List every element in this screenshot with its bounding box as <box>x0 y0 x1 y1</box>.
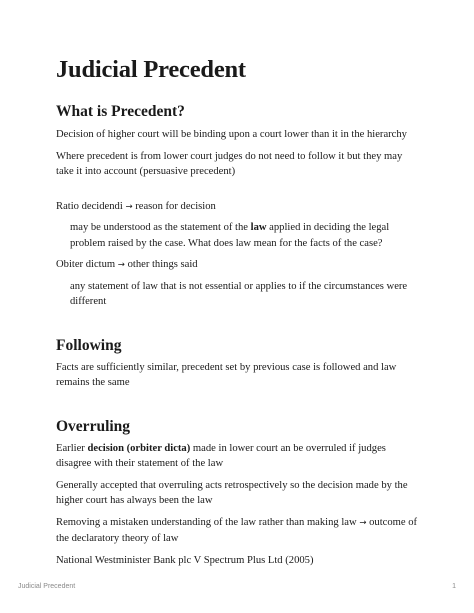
paragraph-obiter-dictum <box>56 257 420 274</box>
footer-page-number: 1 <box>452 583 456 590</box>
arrow-right-icon: → <box>359 517 367 528</box>
paragraph-ratio-definition <box>56 220 420 251</box>
term-obiter-dictum: Obiter dictum <box>56 259 116 270</box>
arrow-right-icon: → <box>125 201 133 212</box>
heading-what-is-precedent: What is Precedent? <box>56 103 185 120</box>
ratio-definition-post: applied in deciding the legal problem raised by the case. What does law mean for the facts of the case? <box>70 222 390 249</box>
ratio-definition-bold-law: law <box>250 222 267 233</box>
paragraph-overruling-earlier <box>56 441 420 472</box>
page-title: Judicial Precedent <box>56 56 246 83</box>
overruling-earlier-post: made in lower court an be overruled if judges disagree with their statement of the law <box>56 442 386 469</box>
heading-overruling: Overruling <box>56 417 131 435</box>
gloss-obiter-dictum: other things said <box>127 259 198 270</box>
arrow-right-icon: → <box>117 260 125 270</box>
paragraph-overruling-declaratory <box>56 515 420 547</box>
overruling-earlier-bold: decision (orbiter dicta) <box>87 442 191 454</box>
paragraph-overruling-retrospective: Generally accepted that overruling acts retrospectively so the decision made by the higher court has always been the law <box>56 479 408 506</box>
ratio-definition-pre: may be understood as the statement of the <box>70 222 251 233</box>
paragraph-persuasive-precedent: Where precedent is from lower court judges do not need to follow it but they may take it into account (persuasive precedent) <box>56 150 403 177</box>
paragraph-following: Facts are sufficiently similar, precedent set by previous case is followed and law remains the same <box>56 361 397 388</box>
paragraph-case-citation: National Westminister Bank plc V Spectrum Plus Ltd (2005) <box>56 554 314 566</box>
heading-following: Following <box>56 336 122 354</box>
term-ratio-decidendi: Ratio decidendi <box>56 200 123 212</box>
paragraph-binding-decision: Decision of higher court will be binding upon a court lower than it in the hierarchy <box>56 129 407 140</box>
footer-document-title: Judicial Precedent <box>18 583 76 590</box>
document-body <box>56 54 420 568</box>
gloss-ratio-decidendi: reason for decision <box>135 200 216 212</box>
overruling-earlier-pre: Earlier <box>56 442 88 454</box>
declaratory-post: outcome of the declaratory theory of law <box>56 516 418 544</box>
paragraph-obiter-definition: any statement of law that is not essential or applies to if the circumstances were different <box>70 280 408 307</box>
declaratory-pre: Removing a mistaken understanding of the law rather than making law <box>56 516 357 528</box>
paragraph-ratio-decidendi <box>56 199 420 216</box>
